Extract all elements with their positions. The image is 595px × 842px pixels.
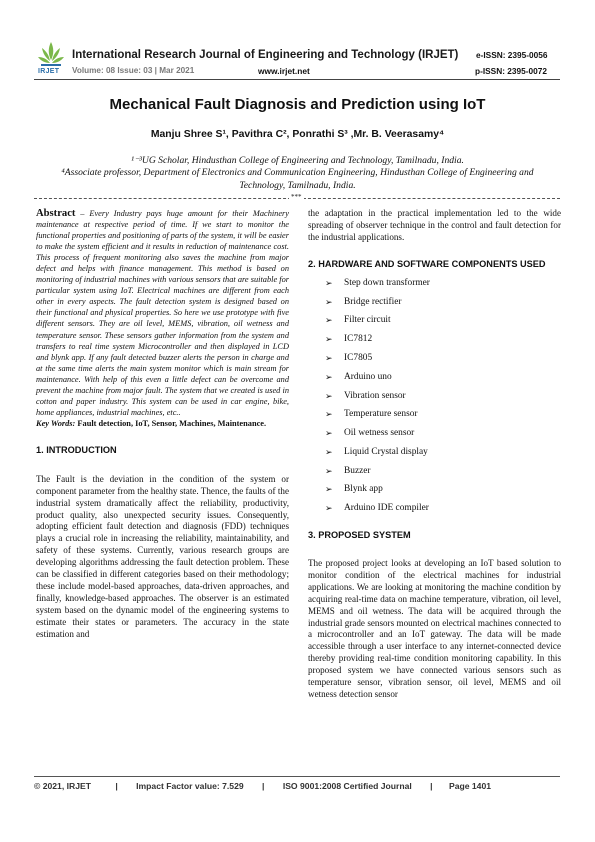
introduction-heading: 1. INTRODUCTION — [36, 444, 117, 455]
list-item-label: Vibration sensor — [344, 390, 406, 401]
list-item-label: Blynk app — [344, 484, 383, 495]
list-item-label: IC7812 — [344, 334, 373, 345]
bullet-arrow-icon: ➢ — [325, 390, 333, 401]
bullet-arrow-icon: ➢ — [325, 484, 333, 495]
list-item-label: Arduino IDE compiler — [344, 503, 429, 514]
list-item — [308, 503, 561, 522]
list-item-label: Buzzer — [344, 465, 371, 476]
footer — [34, 781, 560, 791]
paper-title: Mechanical Fault Diagnosis and Prediction using IoT — [109, 96, 486, 113]
components-list — [308, 278, 561, 522]
keywords — [36, 418, 289, 429]
footer-page: Page 1401 — [448, 781, 492, 791]
authors: Manju Shree S¹, Pavithra C², Ponrathi S³ ,Mr. B. Veerasamy⁴ — [150, 129, 445, 140]
footer-impact: Impact Factor value: 7.529 — [136, 781, 244, 791]
abstract-dash: – — [75, 209, 90, 218]
footer-copyright: © 2021, IRJET — [34, 781, 91, 791]
list-item — [308, 466, 561, 485]
logo-text: IRJET — [38, 68, 60, 75]
footer-iso: ISO 9001:2008 Certified Journal — [282, 781, 412, 791]
list-item-label: Temperature sensor — [344, 409, 418, 420]
left-column — [36, 208, 289, 640]
eissn: e-ISSN: 2395-0056 — [476, 50, 548, 60]
bullet-arrow-icon: ➢ — [325, 296, 333, 307]
affiliation-1: ¹⁻³UG Scholar, Hindusthan College of Engineering and Technology, Tamilnadu, India. — [131, 155, 464, 166]
list-item — [308, 278, 561, 297]
affiliations — [40, 155, 555, 192]
list-item — [308, 391, 561, 410]
list-item — [308, 372, 561, 391]
header-rule — [34, 79, 560, 80]
list-item-label: Arduino uno — [344, 371, 392, 382]
abstract-text: Every Industry pays huge amount for their Machinery maintenance at respective period of time. If we start to monitor the functional properties and positioning of parts of the system, it will be easier to make the system efficient and it results in reduction of maintenance cost. This process of frequent monitoring also saves the machine from major defect and helps with finance management. This method is based on monitoring of industrial machines with various sensors that are suitable for particular system using IoT. Electrical machines are different from each other in every aspects. The fault detection system is designed based on their functional and physical properties. So here we use prototype with five different sensors. They are oil level, MEMS, vibration, oil wetness and temperature sensor. These sensors gather information from the system and transfers to real time system Microcontroller and then displayed in LCD and blynk app. If any fault detected buzzer alerts the person in charge and at the same time alerts the main system monitor which is main stream for maintenance. With help of this even a little defect can be overcome and prevent the machine from major fault. The system that we created is used in cotton and paper industry. This system can be used in car engine, bike, home appliances, industrial machines, etc.. — [36, 209, 290, 417]
list-item — [308, 484, 561, 503]
bullet-arrow-icon: ➢ — [325, 409, 333, 420]
journal-title: International Research Journal of Engineering and Technology (IRJET) — [72, 49, 459, 61]
pissn: p-ISSN: 2395-0072 — [475, 66, 547, 76]
keywords-colon: : — [72, 418, 78, 428]
list-item — [308, 297, 561, 316]
abstract — [36, 208, 289, 418]
list-item — [308, 428, 561, 447]
website-link[interactable]: www.irjet.net — [258, 66, 310, 76]
keywords-label: Key Words — [36, 418, 73, 428]
list-item — [308, 334, 561, 353]
bullet-arrow-icon: ➢ — [325, 446, 333, 457]
list-item-label: Liquid Crystal display — [344, 446, 428, 457]
footer-separator: | — [262, 781, 265, 791]
introduction-text: The Fault is the deviation in the condition of the system or component parameter from the healthy state. Thence, the faults of the industrial system dramatically affect the reliability, productivity, product quality, also unexpected security issues. Consequently, adopting efficient fault detection and diagnosis (FDD) techniques plays a crucial role in increasing the reliability, maintainability, and safety of these systems. Currently, various research groups are developing algorithms addressing the fault detection problem. These can be classified in different categories based on their methodology; these include model-based approaches, data-driven approaches, and finally, knowledge-based approaches. The observer is an estimated system based on the dynamic model of the engineering systems to estimate their states or parameters. The accuracy in the state estimation and — [36, 473, 289, 639]
keywords-text: Fault detection, IoT, Sensor, Machines, Maintenance. — [77, 418, 267, 428]
affiliation-2: ⁴Associate professor, Department of Electronics and Communication Engineering, Hindusthan College of Engineering and Technology, Tamilnadu, India. — [61, 167, 534, 191]
proposed-text: The proposed project looks at developing an IoT based solution to monitor condition of the electrical machines for industrial applications. We are looking at monitoring the machine condition by acquiring real-time data on machine temperature, vibration, oil level, MEMS and oil wetness. The data will be acquired through the industrial grade sensors mounted on electrical machines connected to a microcontroller and an IoT gateway. The data will be made accessible through a user interface to any internet-connected device thereby providing real-time condition monitoring capability. In this proposed system we have connected various sensors such as temperature sensor, vibration sensor, oil level, MEMS and oil wetness detection sensor — [308, 557, 561, 699]
abstract-heading: Abstract — [36, 208, 76, 219]
bullet-arrow-icon: ➢ — [325, 465, 333, 476]
list-item-label: Bridge rectifier — [344, 296, 402, 307]
bullet-arrow-icon: ➢ — [325, 352, 333, 363]
separator-mark: *** — [291, 193, 302, 201]
list-item — [308, 353, 561, 372]
list-item — [308, 447, 561, 466]
components-heading: 2. HARDWARE AND SOFTWARE COMPONENTS USED — [308, 258, 546, 269]
footer-rule — [34, 776, 560, 777]
bullet-arrow-icon: ➢ — [325, 334, 333, 345]
list-item — [308, 409, 561, 428]
bullet-arrow-icon: ➢ — [325, 277, 333, 288]
volume-issue: Volume: 08 Issue: 03 | Mar 2021 — [72, 66, 195, 75]
list-item-label: Oil wetness sensor — [344, 428, 415, 439]
proposed-heading: 3. PROPOSED SYSTEM — [308, 530, 411, 541]
list-item — [308, 315, 561, 334]
right-column — [308, 208, 561, 701]
bullet-arrow-icon: ➢ — [325, 503, 333, 514]
list-item-label: Filter circuit — [344, 315, 391, 326]
continuation-text: the adaptation in the practical implementation led to the wide spreading of observer technique in the control and fault detection for the industrial applications. — [308, 208, 561, 242]
list-item-label: IC7805 — [344, 352, 373, 363]
bullet-arrow-icon: ➢ — [325, 371, 333, 382]
list-item-label: Step down transformer — [344, 277, 430, 288]
bullet-arrow-icon: ➢ — [325, 428, 333, 439]
footer-separator: | — [115, 781, 118, 791]
footer-separator: | — [430, 781, 433, 791]
bullet-arrow-icon: ➢ — [325, 315, 333, 326]
